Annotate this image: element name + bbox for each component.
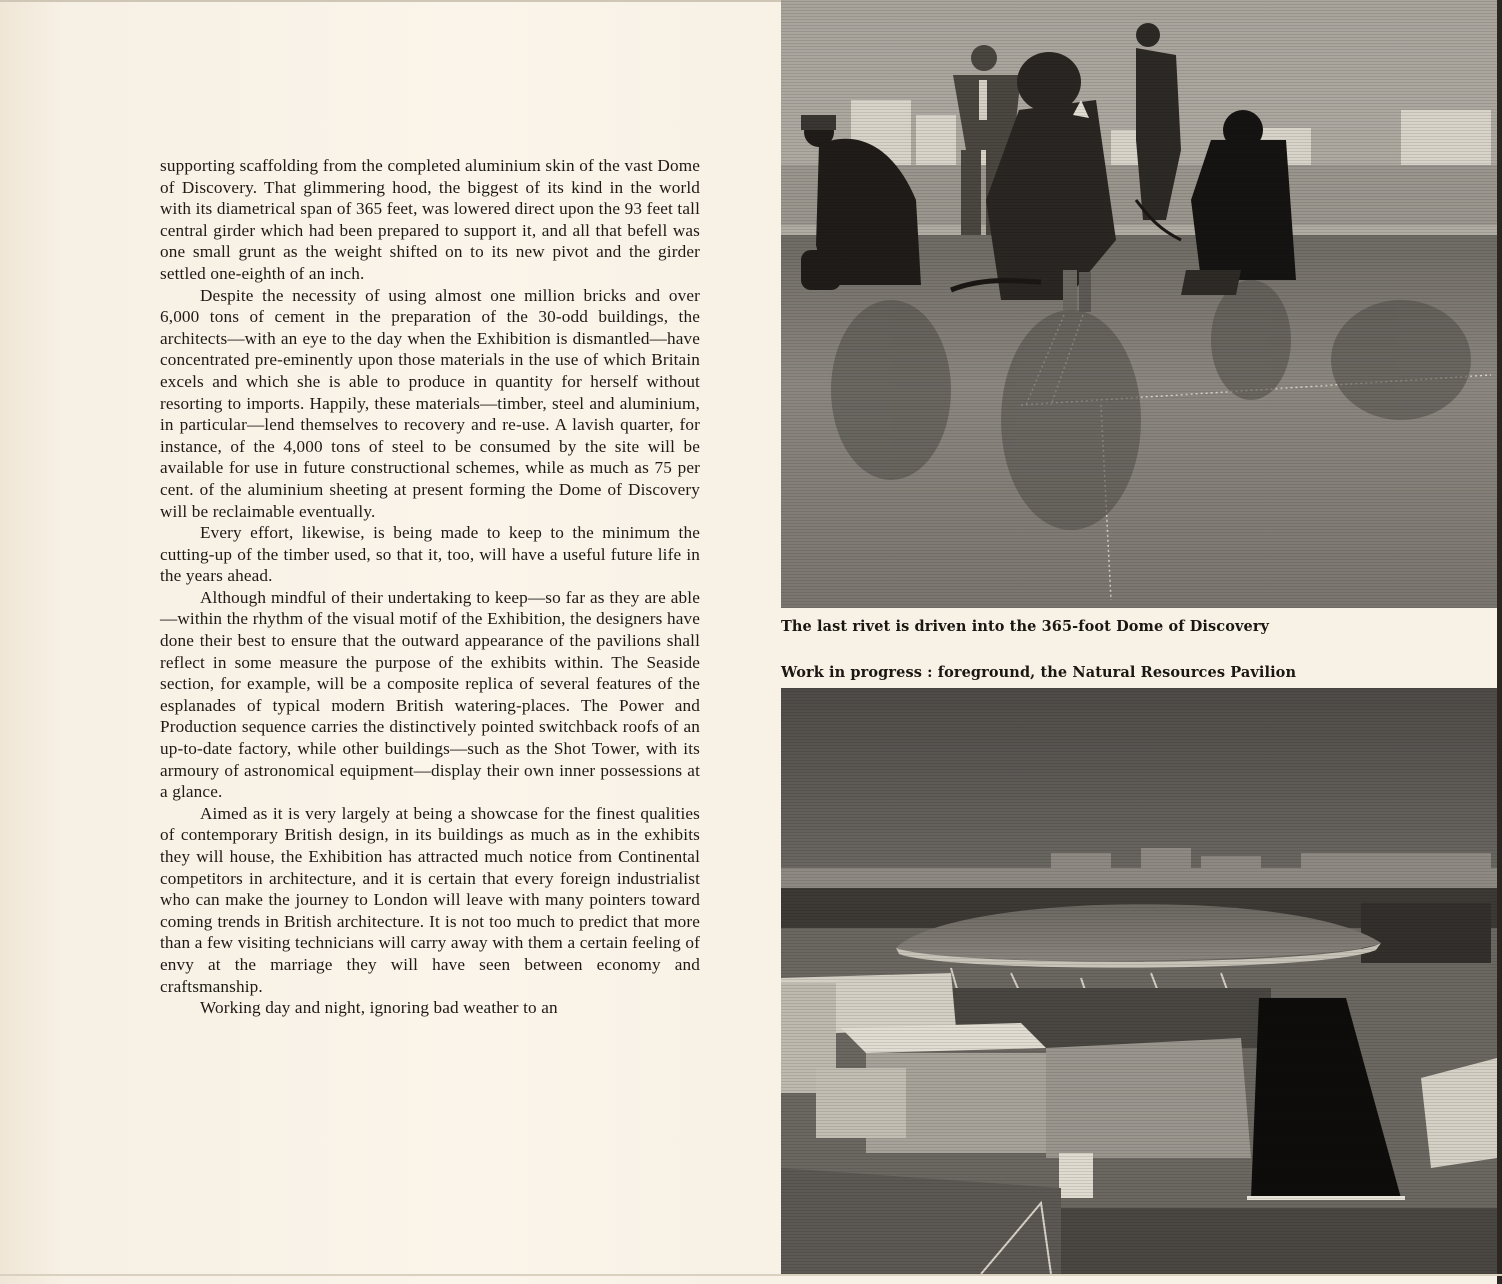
page-bottom-edge [0,1274,1502,1276]
caption-top-photo: The last rivet is driven into the 365-foot Dome of Discovery [781,618,1270,635]
photo-exhibition-site-illustration [781,688,1497,1274]
photo-riveting-dome [781,0,1497,608]
paragraph: Working day and night, ignoring bad weather to an [200,998,558,1018]
article-body [160,155,700,1019]
paragraph: Despite the necessity of using almost one million bricks and over 6,000 tons of cement in the preparation of the 30-odd buildings, the architects—with an eye to the day when the Exhibition is dismantled—have concentrated pre-eminently upon those materials in the use of which Britain excels and which she is able to produce in quantity for herself without resorting to imports. Happily, these materials—timber, steel and aluminium, in particular—lend themselves to recovery and re-use. A lavish quarter, for instance, of the 4,000 tons of steel to be consumed by the site will be available for use in future constructional schemes, while as much as 75 per cent. of the aluminium sheeting at present forming the Dome of Discovery will be reclaimable eventually. [160,285,700,521]
caption-bottom-photo: Work in progress : foreground, the Natural Resources Pavilion [781,664,1297,681]
paragraph: Every effort, likewise, is being made to keep to the minimum the cutting-up of the timber used, so that it, too, will have a useful future life in the years ahead. [160,523,700,586]
paragraph: Although mindful of their undertaking to keep—so far as they are able—within the rhythm of the visual motif of the Exhibition, the designers have done their best to ensure that the outward appearance of the pavilions shall reflect in some measure the purpose of the exhibits within. The Seaside section, for example, will be a composite replica of several features of the esplanades of typical modern British watering-places. The Power and Production sequence carries the distinctively pointed switchback roofs of an up-to-date factory, while other buildings—such as the Shot Tower, with its armoury of astronomical equipment—display their own inner possessions at a glance. [160,587,700,802]
right-page [781,0,1502,1284]
photo-exhibition-site [781,688,1497,1274]
paragraph: Aimed as it is very largely at being a showcase for the finest qualities of contemporary British design, in its buildings as much as in the exhibits they will house, the Exhibition has attracted much notice from Continental competitors in architecture, and it is certain that every foreign industrialist who can make the journey to London will leave with many pointers toward coming trends in British architecture. It is not too much to predict that more than a few visiting technicians will carry away with them a certain feeling of envy at the marriage they will have seen between economy and craftsmanship. [160,803,700,996]
photo-riveting-dome-illustration [781,0,1497,608]
page-edge-shadow [1497,0,1502,1284]
page-top-edge [0,0,781,2]
paragraph: supporting scaffolding from the completed aluminium skin of the vast Dome of Discovery. That glimmering hood, the biggest of its kind in the world with its diametrical span of 365 feet, was lowered direct upon the 93 feet tall central girder which had been prepared to support it, and all that befell was one small grunt as the weight shifted on to its new pivot and the girder settled one-eighth of an inch. [160,156,700,283]
